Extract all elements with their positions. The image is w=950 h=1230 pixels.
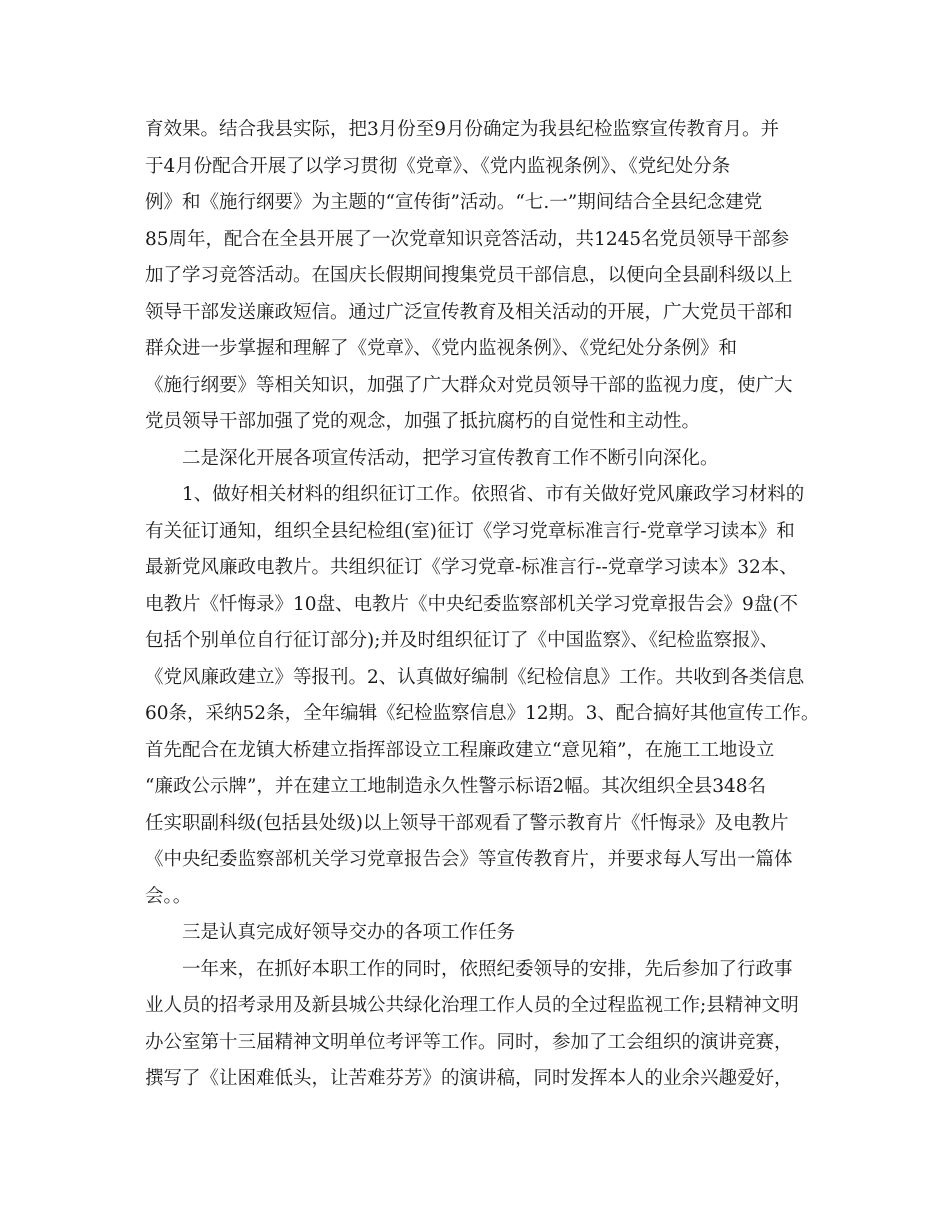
text-line: 一年来，在抓好本职工作的同时，依照纪委领导的安排，先后参加了行政事 [182, 958, 793, 980]
text-line: 60条，采纳52条，全年编辑《纪检监察信息》12期。3、配合搞好其他宣传工作。 [145, 703, 820, 724]
text-line: 《党风廉政建立》等报刊。2、认真做好编制《纪检信息》工作。共收到各类信息 [145, 666, 805, 688]
text-line: 首先配合在龙镇大桥建立指挥部设立工程廉政建立“意见箱”，在施工工地设立 [145, 739, 775, 761]
text-line: 党员领导干部加强了党的观念，加强了抵抗腐朽的自觉性和主动性。 [145, 411, 701, 432]
text-line: 领导干部发送廉政短信。通过广泛宣传教育及相关活动的开展，广大党员干部和 [145, 301, 793, 323]
text-line: 业人员的招考录用及新县城公共绿化治理工作人员的全过程监视工作;县精神文明 [145, 995, 799, 1016]
text-line: 二是深化开展各项宣传活动，把学习宣传教育工作不断引向深化。 [182, 447, 719, 469]
body-text [145, 112, 825, 1098]
text-line: 包括个别单位自行征订部分);并及时组织征订了《中国监察》、《纪检监察报》、 [145, 630, 779, 651]
text-line: 任实职副科级(包括县处级)以上领导干部观看了警示教育片《忏悔录》及电教片 [145, 812, 789, 834]
text-line: 例》和《施行纲要》为主题的“宣传街”活动。“七.一”期间结合全县纪念建党 [145, 192, 763, 213]
text-line: 《施行纲要》等相关知识，加强了广大群众对党员领导干部的监视力度，使广大 [145, 374, 793, 396]
text-line: 加了学习竞答活动。在国庆长假期间搜集党员干部信息，以便向全县副科级以上 [145, 265, 793, 286]
text-line: 群众进一步掌握和理解了《党章》、《党内监视条例》、《党纪处分条例》和 [145, 338, 738, 359]
text-line: 《中央纪委监察部机关学习党章报告会》等宣传教育片，并要求每人写出一篇体 [145, 849, 793, 870]
text-line: 三是认真完成好领导交办的各项工作任务 [182, 922, 516, 943]
text-line: “廉政公示牌”，并在建立工地制造永久性警示标语2幅。其次组织全县348名 [145, 776, 766, 797]
text-line: 育效果。结合我县实际，把3月份至9月份确定为我县纪检监察宣传教育月。并 [145, 119, 780, 140]
text-line: 1、做好相关材料的组织征订工作。依照省、市有关做好党风廉政学习材料的 [182, 484, 805, 505]
text-line: 会。。 [145, 885, 192, 907]
text-line: 撰写了《让困难低头，让苦难芬芳》的演讲稿，同时发挥本人的业余兴趣爱好， [145, 1068, 793, 1089]
text-line: 最新党风廉政电教片。共组织征订《学习党章-标准言行--党章学习读本》32本、 [145, 557, 798, 578]
text-line: 有关征订通知，组织全县纪检组(室)征订《学习党章标准言行-党章学习读本》和 [145, 520, 795, 542]
text-line: 于4月份配合开展了以学习贯彻《党章》、《党内监视条例》、《党纪处分条 [145, 155, 731, 177]
text-line: 85周年，配合在全县开展了一次党章知识竞答活动，共1245名党员领导干部参 [145, 228, 790, 250]
text-line: 办公室第十三届精神文明单位考评等工作。同时，参加了工会组织的演讲竞赛， [145, 1031, 793, 1053]
text-line: 电教片《忏悔录》10盘、电教片《中央纪委监察部机关学习党章报告会》9盘(不 [145, 593, 799, 615]
